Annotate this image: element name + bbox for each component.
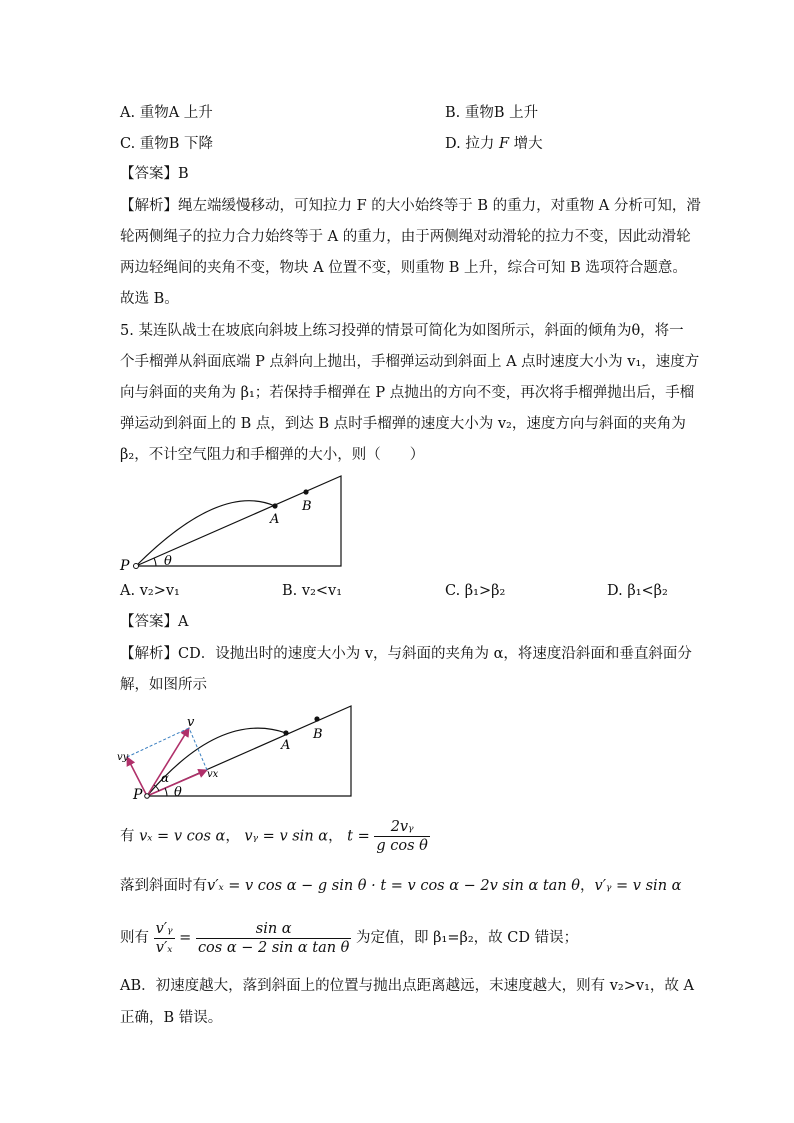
point-b-marker [314,716,319,721]
q4-option-a: A. 重物A 上升 [120,105,213,121]
equation-2 [120,876,681,896]
eq2-sep: ， [580,878,595,894]
q5-option-a: A. v₂>v₁ [120,583,180,599]
q4-option-d-F: F [498,136,509,152]
point-b-marker [303,489,308,494]
analysis-text: CD．设抛出时的速度大小为 v，与斜面的夹角为 α，将速度沿斜面和垂直斜面分 [178,646,692,662]
label-theta: θ [164,554,172,569]
eq1-prefix: 有 [120,828,135,845]
label-b: B [302,499,312,514]
eq3-frac2-numerator: sin α [196,920,351,939]
q5-option-b: B. v₂<v₁ [282,583,343,599]
q4-answer [120,164,189,184]
eq3-suffix: 为定值，即 β₁=β₂，故 CD 错误； [356,930,579,946]
q4-analysis-line4: 故选 B。 [120,291,179,307]
point-p-marker [145,794,150,799]
label-vy: vy [117,752,129,763]
label-alpha: α [161,771,170,785]
theta-arc [165,788,167,796]
q5-option-c: C. β₁>β₂ [445,583,506,599]
eq1-sep1: ， [225,828,240,845]
q5-line2: 个手榴弹从斜面底端 P 点斜向上抛出，手榴弹运动到斜面上 A 点时速度大小为 v₁，速度方 [120,354,700,370]
eq2-tail: v′ᵧ = v sin α [594,878,682,894]
q5-analysis-line1 [120,644,692,664]
eq3-fraction-1 [154,920,175,957]
q5-line5: β₂，不计空气阻力和手榴弹的大小，则（ ） [120,447,425,463]
label-p: P [120,558,130,574]
label-a: A [281,738,291,753]
label-v: v [187,715,195,730]
eq1-sep2: ， [328,828,343,845]
eq3-frac1-denominator: v′ₓ [155,939,173,956]
incline-figure-2 [115,700,360,808]
q4-option-d-text: D. 拉力 [445,136,495,152]
incline-figure-1 [110,470,350,575]
q5-option-d: D. β₁<β₂ [607,583,668,599]
q4-analysis-line3: 两边轻绳间的夹角不变，物块 A 位置不变，则重物 B 上升，综合可知 B 选项符合题意。 [120,260,687,276]
q5-analysis-line2: 解，如图所示 [120,677,207,693]
eq1-numerator: 2vᵧ [374,818,430,837]
equation-1 [120,818,430,855]
q4-option-c: C. 重物B 下降 [120,136,214,152]
answer-value: B [178,166,189,182]
label-b: B [313,727,323,742]
q4-analysis-line2: 轮两侧绳子的拉力合力始终等于 A 的重力，由于两侧绳对动滑轮的拉力不变，因此动滑轮 [120,229,691,245]
q5-line3: 向与斜面的夹角为 β₁；若保持手榴弹在 P 点抛出的方向不变，再次将手榴弹抛出后，手榴 [120,385,695,401]
q5-line4: 弹运动到斜面上的 B 点，到达 B 点时手榴弹的速度大小为 v₂，速度方向与斜面的夹角为 [120,416,686,432]
eq3-fraction-2 [196,920,351,957]
eq2-body: v′ₓ = v cos α − g sin θ · t = v cos α − 2v sin α tan θ [207,878,580,894]
dashed-guide-vx [189,728,207,770]
eq1-vx: vₓ = v cos α [139,828,226,845]
label-a: A [270,512,280,527]
conclusion-line1: AB．初速度越大，落到斜面上的位置与抛出点距离越远，末速度越大，则有 v₂>v₁，故 A [120,978,694,994]
eq3-frac1-numerator: v′ᵧ [155,920,173,937]
theta-arc [154,558,156,566]
label-theta: θ [174,785,182,800]
eq3-prefix: 则有 [120,930,149,946]
label-vx: vx [207,769,219,780]
q5-answer [120,612,188,632]
analysis-text: 绳左端缓慢移动，可知拉力 F 的大小始终等于 B 的重力，对重物 A 分析可知，滑 [178,198,701,214]
eq3-frac2-denominator: cos α − 2 sin α tan θ [197,939,350,956]
q4-analysis-line1 [120,196,701,216]
answer-label: 【答案】 [120,166,178,182]
label-p: P [133,787,143,803]
eq1-denominator: g cos θ [376,838,428,854]
answer-label: 【答案】 [120,614,178,630]
q4-option-b: B. 重物B 上升 [445,105,539,121]
point-a-marker [283,730,288,735]
eq3-equals: = [179,930,192,946]
point-p-marker [134,564,139,569]
eq1-fraction [374,818,430,855]
eq1-vy: vᵧ = v sin α [244,828,329,845]
answer-value: A [178,614,189,630]
analysis-label: 【解析】 [120,646,178,662]
q4-option-d [445,134,543,154]
equation-3 [120,918,578,958]
point-a-marker [272,503,277,508]
conclusion-line2: 正确，B 错误。 [120,1010,223,1026]
q5-line1: 5. 某连队战士在坡底向斜坡上练习投弹的情景可简化为如图所示，斜面的倾角为θ，将一 [120,323,684,339]
q4-option-d-tail: 增大 [513,136,543,152]
analysis-label: 【解析】 [120,198,178,214]
eq2-prefix: 落到斜面时有 [120,878,207,894]
eq1-t: t = [347,828,370,845]
incline-triangle [136,476,341,566]
